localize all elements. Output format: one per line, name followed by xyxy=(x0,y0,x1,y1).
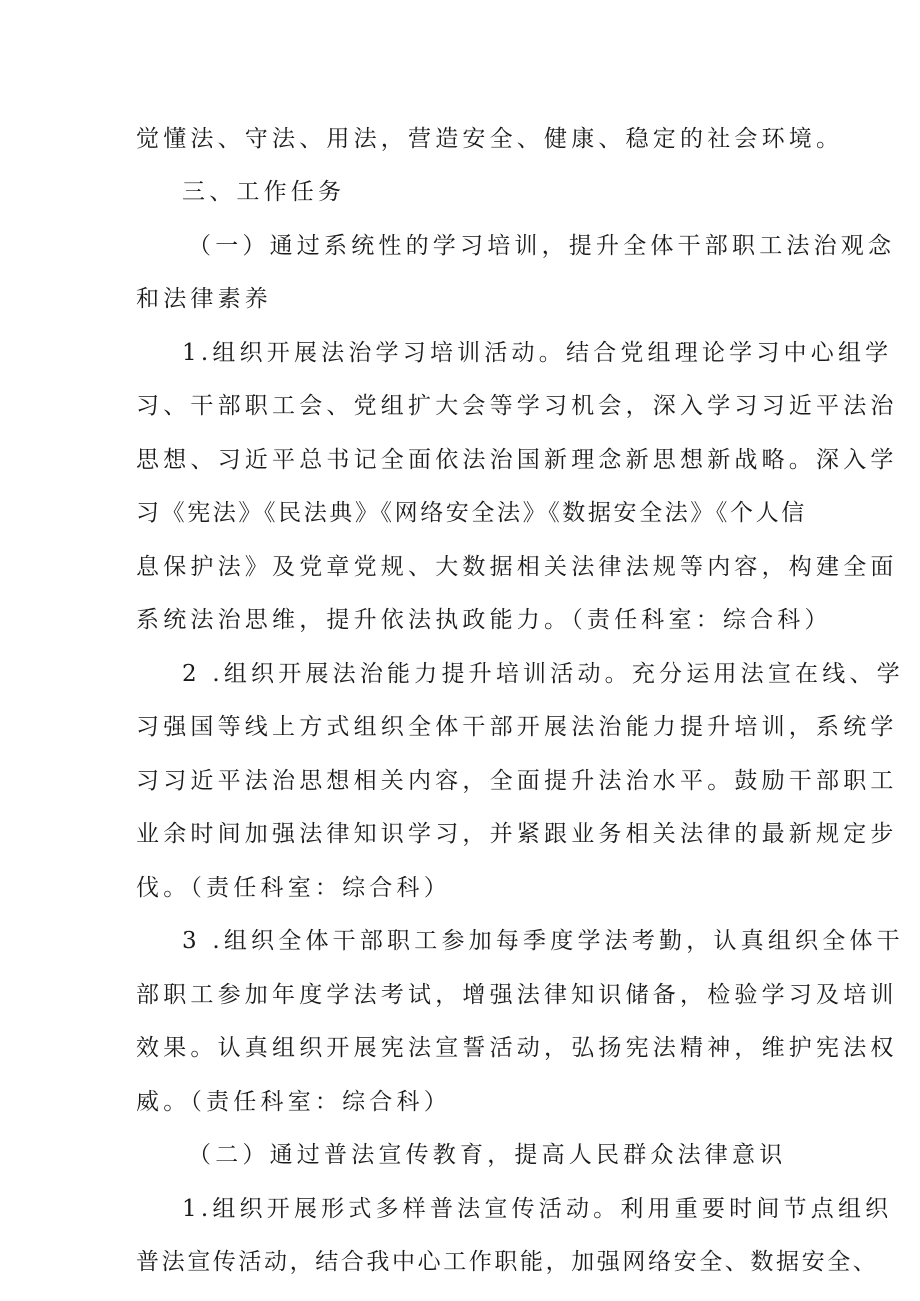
paragraph-line: 效果。认真组织开展宪法宣誓活动，弘扬宪法精神，维护宪法权 xyxy=(136,1035,898,1061)
paragraph-line: 1.组织开展形式多样普法宣传活动。利用重要时间节点组织 xyxy=(182,1196,893,1222)
paragraph-line: 习习近平法治思想相关内容，全面提升法治水平。鼓励干部职工 xyxy=(136,768,898,794)
paragraph-line: 威。（责任科室：综合科） xyxy=(136,1089,451,1115)
section-heading: 三、工作任务 xyxy=(182,179,346,205)
subsection-heading: （二）通过普法宣传教育，提高人民群众法律意识 xyxy=(188,1142,787,1168)
paragraph-line: 思想、习近平总书记全面依法治国新理念新思想新战略。深入学 xyxy=(136,447,898,473)
paragraph-line: 系统法治思维，提升依法执政能力。（责任科室：综合科） xyxy=(136,607,832,633)
subsection-heading: （一）通过系统性的学习培训，提升全体干部职工法治观念 xyxy=(188,233,896,259)
paragraph-line: 部职工参加年度学法考试，增强法律知识储备，检验学习及培训 xyxy=(136,982,898,1008)
paragraph-line: 息保护法》及党章党规、大数据相关法律法规等内容，构建全面 xyxy=(136,554,898,580)
paragraph-line: 3 .组织全体干部职工参加每季度学法考勤，认真组织全体干 xyxy=(182,928,904,954)
paragraph-line: 业余时间加强法律知识学习，并紧跟业务相关法律的最新规定步 xyxy=(136,821,898,847)
paragraph-line: 觉懂法、守法、用法，营造安全、健康、稳定的社会环境。 xyxy=(136,126,844,152)
paragraph-line: 1.组织开展法治学习培训活动。结合党组理论学习中心组学 xyxy=(182,340,893,366)
paragraph-line: 普法宣传活动，结合我中心工作职能，加强网络安全、数据安全、 xyxy=(136,1249,879,1275)
paragraph-line: 习、干部职工会、党组扩大会等学习机会，深入学习习近平法治 xyxy=(136,393,898,419)
paragraph-line: 习强国等线上方式组织全体干部开展法治能力提升培训，系统学 xyxy=(136,714,898,740)
subsection-heading-cont: 和法律素养 xyxy=(136,286,272,312)
paragraph-line: 伐。（责任科室：综合科） xyxy=(136,875,451,901)
paragraph-line: 习《宪法》《民法典》《网络安全法》《数据安全法》《个人信 xyxy=(136,500,807,526)
paragraph-line: 2 .组织开展法治能力提升培训活动。充分运用法宣在线、学 xyxy=(182,661,904,687)
